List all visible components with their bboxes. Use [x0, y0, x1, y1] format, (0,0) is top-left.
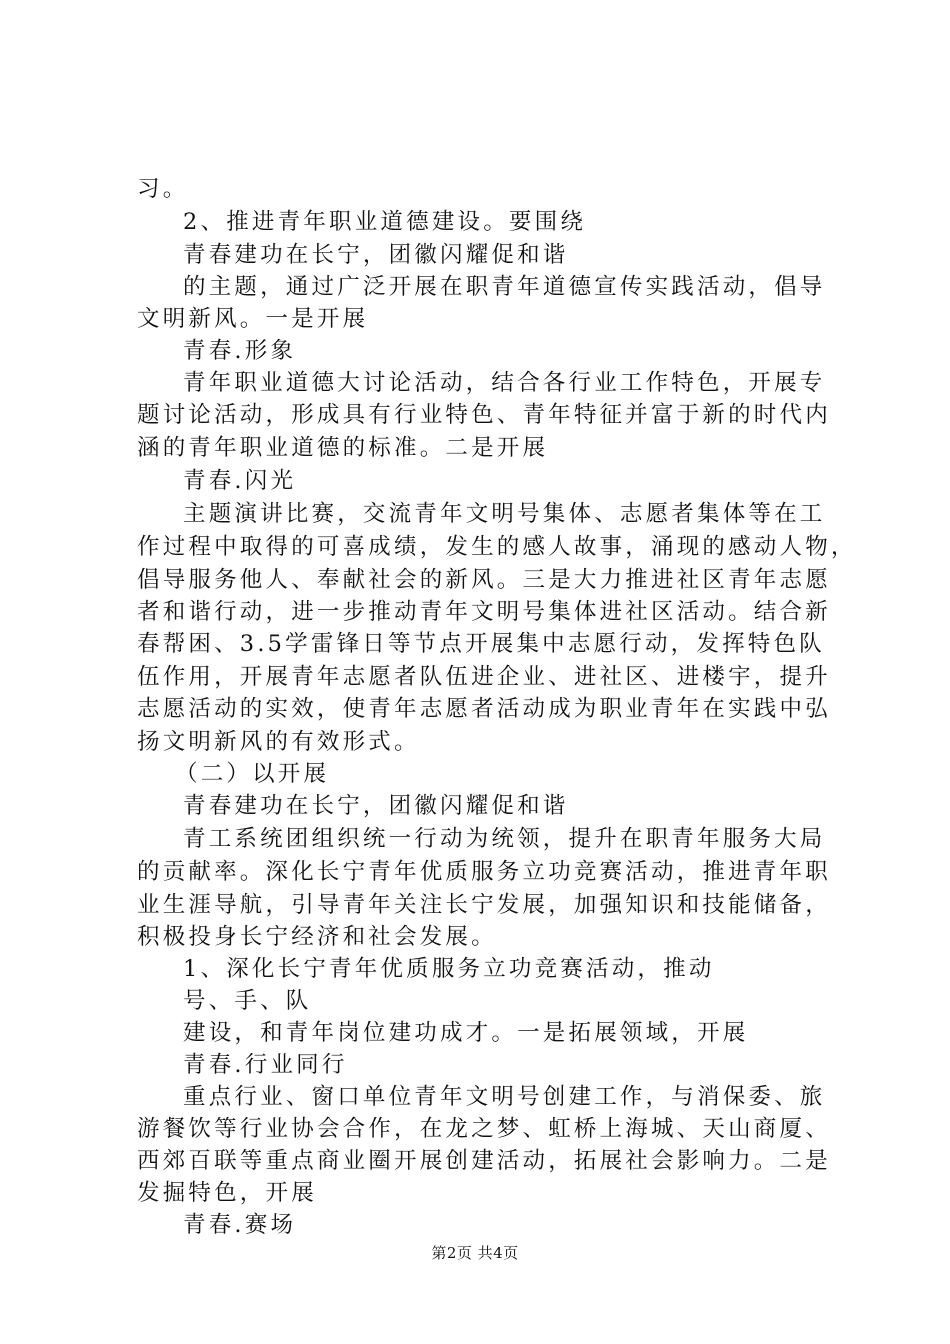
text-line-8: 题讨论活动，形成具有行业特色、青年特征并富于新的时代内	[137, 402, 831, 428]
text-line-20: 青春建功在长宁，团徽闪耀促和谐	[183, 793, 569, 819]
text-line-32: 发掘特色，开展	[137, 1180, 317, 1206]
text-line-2: 2、推进青年职业道德建设。要围绕	[183, 209, 587, 235]
text-line-25: 1、深化长宁青年优质服务立功竞赛活动，推动	[183, 956, 715, 982]
text-line-9: 涵的青年职业道德的标准。二是开展	[137, 435, 549, 461]
text-line-17: 志愿活动的实效，使青年志愿者活动成为职业青年在实践中弘	[137, 696, 831, 722]
page-footer: 第2页 共4页	[431, 1244, 519, 1262]
text-line-21: 青工系统团组织统一行动为统领，提升在职青年服务大局	[183, 826, 826, 852]
text-line-26: 号、手、队	[183, 988, 312, 1014]
text-line-16: 伍作用，开展青年志愿者队伍进企业、进社区、进楼宇，提升	[137, 664, 831, 690]
text-line-1: 习。	[137, 176, 189, 202]
text-line-24: 积极投身长宁经济和社会发展。	[137, 924, 497, 950]
text-line-27: 建设，和青年岗位建功成才。一是拓展领域，开展	[183, 1020, 749, 1046]
text-line-4: 的主题，通过广泛开展在职青年道德宣传实践活动，倡导	[183, 274, 826, 300]
text-line-23: 业生涯导航，引导青年关注长宁发展，加强知识和技能储备，	[137, 892, 831, 918]
text-line-10: 青春.闪光	[183, 468, 297, 494]
text-line-3: 青春建功在长宁，团徽闪耀促和谐	[183, 242, 569, 268]
text-line-14: 者和谐行动，进一步推动青年文明号集体进社区活动。结合新	[137, 599, 831, 625]
text-line-18: 扬文明新风的有效形式。	[137, 729, 420, 755]
text-line-15: 春帮困、3.5学雷锋日等节点开展集中志愿行动，发挥特色队	[137, 631, 825, 657]
text-line-13: 倡导服务他人、奉献社会的新风。三是大力推进社区青年志愿	[137, 567, 831, 593]
text-line-11: 主题演讲比赛，交流青年文明号集体、志愿者集体等在工	[183, 501, 826, 527]
text-line-19: （二）以开展	[175, 761, 330, 787]
text-line-6: 青春.形象	[183, 338, 297, 364]
text-line-29: 重点行业、窗口单位青年文明号创建工作，与消保委、旅	[183, 1084, 826, 1110]
text-line-7: 青年职业道德大讨论活动，结合各行业工作特色，开展专	[183, 370, 826, 396]
text-line-12: 作过程中取得的可喜成绩，发生的感人故事，涌现的感动人物，	[137, 534, 857, 560]
text-line-22: 的贡献率。深化长宁青年优质服务立功竞赛活动，推进青年职	[137, 859, 831, 885]
text-line-31: 西郊百联等重点商业圈开展创建活动，拓展社会影响力。二是	[137, 1148, 831, 1174]
text-line-5: 文明新风。一是开展	[137, 306, 369, 332]
text-line-33: 青春.赛场	[183, 1212, 297, 1238]
text-line-30: 游餐饮等行业协会合作，在龙之梦、虹桥上海城、天山商厦、	[137, 1116, 831, 1142]
text-line-28: 青春.行业同行	[183, 1052, 348, 1078]
